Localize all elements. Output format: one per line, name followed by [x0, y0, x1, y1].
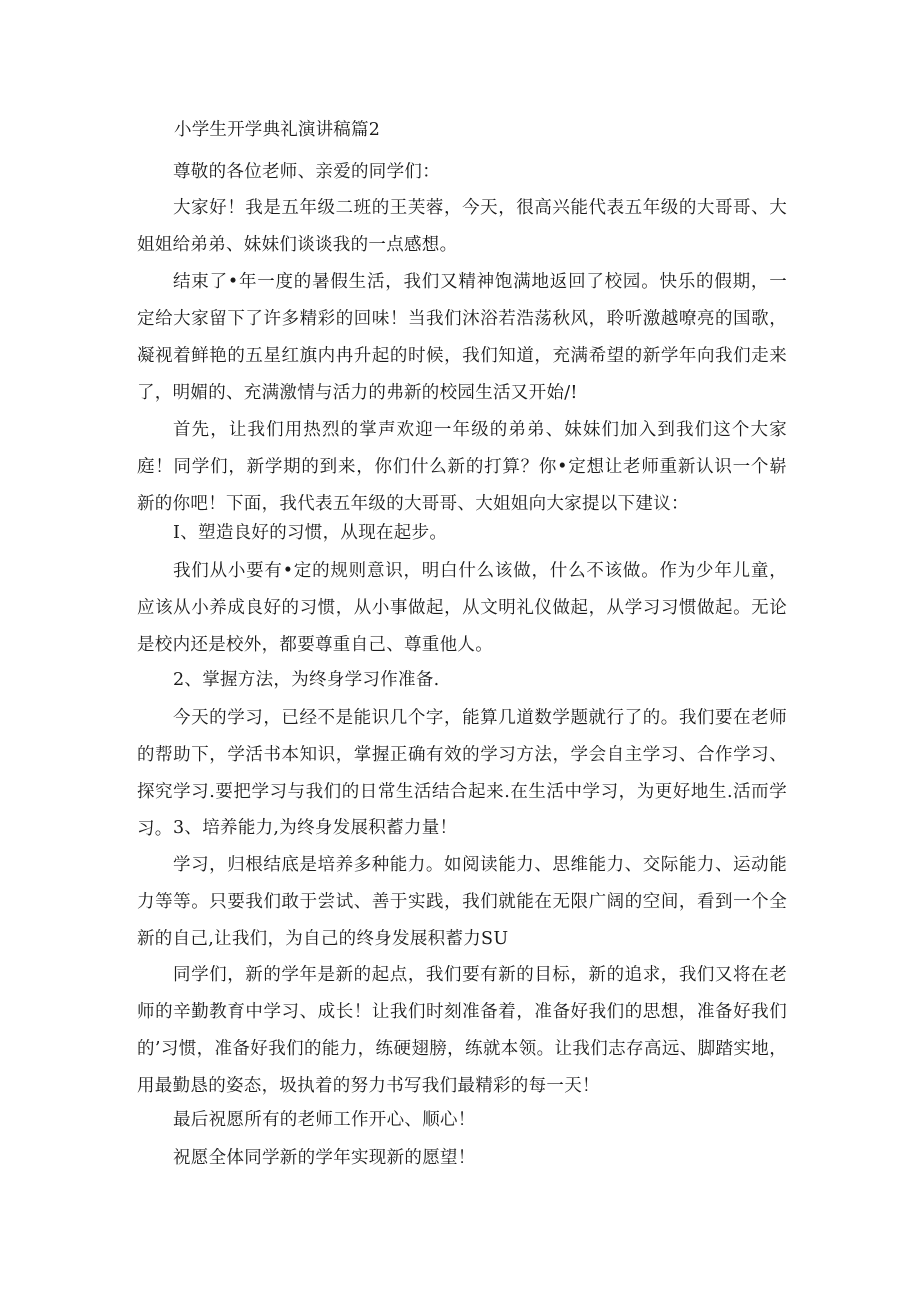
- document-title: 小学生开学典礼演讲稿篇2: [174, 120, 381, 140]
- wish-teachers-paragraph: 最后祝愿所有的老师工作开心、顺心！: [173, 1110, 476, 1130]
- suggestion-2-paragraph: 今天的学习，已经不是能识几个字，能算几道数学题就行了的。我们要在老师的帮助下，学活书本知识，掌握正确有效的学习方法，学会自主学习、合作学习、探究学习.要把学习与我们的日常生活结合起来.在生活中学习，为更好地生.活而学习。: [137, 708, 787, 839]
- wish-students-paragraph: 祝愿全体同学新的学年实现新的愿望！: [173, 1148, 476, 1168]
- welcome-paragraph: 首先，让我们用热烈的掌声欢迎一年级的弟弟、妹妹们加入到我们这个大家庭！同学们，新学期的到来，你们什么新的打算？你•定想让老师重新认识一个崭新的你吧！下面，我代表五年级的大哥哥、大姐姐向大家提以下建议：: [137, 420, 787, 514]
- suggestion-1-heading: I、塑造良好的习惯，从现在起步。: [173, 523, 448, 543]
- new-year-paragraph: 同学们，新的学年是新的起点，我们要有新的目标，新的追求，我们又将在老师的辛勤教育中学习、成长！让我们时刻准备着，准备好我们的思想，准备好我们的’习惯，准备好我们的能力，练硬翅膀，练就本领。让我们志存高远、脚踏实地，用最勤恳的姿态，圾执着的努力书写我们最精彩的每一天！: [137, 965, 787, 1096]
- greeting-paragraph: 尊敬的各位老师、亲爱的同学们：: [173, 162, 440, 182]
- intro-paragraph: 大家好！我是五年级二班的王芙蓉，今天，很高兴能代表五年级的大哥哥、大姐姐给弟弟、妹妹们谈谈我的一点感想。: [137, 198, 787, 255]
- suggestion-2-heading: 2、掌握方法，为终身学习作准备.: [173, 670, 440, 690]
- suggestion-3-paragraph: 学习，归根结底是培养多种能力。如阅读能力、思维能力、交际能力、运动能力等等。只要我们敢于尝试、善于实践，我们就能在无限广阔的空间，看到一个全新的自己,让我们，为自己的终身发展积蓄力SU: [137, 855, 787, 949]
- suggestion-3-heading: 3、培养能力,为终身发展积蓄力量！: [173, 818, 458, 838]
- summer-paragraph: 结束了•年一度的暑假生活，我们又精神饱满地返回了校园。快乐的假期，一定给大家留下了许多精彩的回味！当我们沐浴若浩荡秋风，聆听激越嘹亮的国歌，凝视着鲜艳的五星红旗内冉升起的时候，我们知道，充满希望的新学年向我们走来了，明媚的、充满激情与活力的弗新的校园生活又开始/!: [137, 272, 787, 403]
- suggestion-1-paragraph: 我们从小要有•定的规则意识，明白什么该做，什么不该做。作为少年儿童，应该从小养成良好的习惯，从小事做起，从文明礼仪做起，从学习习惯做起。无论是校内还是校外，都要尊重自己、尊重他人。: [137, 561, 787, 655]
